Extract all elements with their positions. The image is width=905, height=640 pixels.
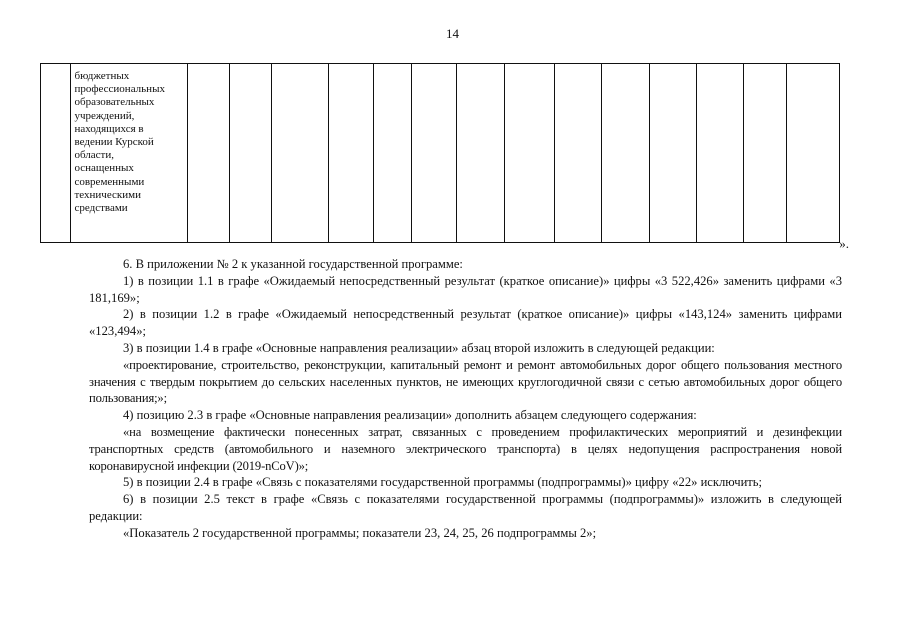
table-cell-empty: [696, 64, 743, 243]
paragraph: 6. В приложении № 2 к указанной государственной программе:: [123, 257, 463, 271]
description-line: профессиональных: [74, 83, 165, 96]
paragraph: «на возмещение фактически понесенных затрат, связанных с проведением профилактических мероприятий и дезинфекции транспортных средств (автомобильного и наземного электрического транспорта) в целях недопущения распространения новой коронавирусной инфекции (2019-nCoV)»;: [89, 424, 842, 473]
table-row: [41, 64, 840, 243]
table-cell-empty: [744, 64, 787, 243]
table-cell-description: [71, 64, 188, 243]
paragraph: 4) позицию 2.3 в графе «Основные направления реализации» дополнить абзацем следующего содержания:: [123, 408, 697, 423]
indicator-table: [40, 63, 840, 243]
description-line: современными: [74, 175, 145, 188]
table-cell-empty: [272, 64, 329, 243]
table-cell-empty: [602, 64, 649, 243]
table-cell-empty: [374, 64, 412, 243]
table-cell-empty: [649, 64, 696, 243]
paragraph: «Показатель 2 государственной программы; показатели 23, 24, 25, 26 подпрограммы 2»;: [123, 525, 597, 540]
paragraph: 6) в позиции 2.5 текст в графе «Связь с показателями государственной программы (подпрограммы)» изложить в следующей редакции:: [89, 492, 842, 523]
paragraph: 5) в позиции 2.4 в графе «Связь с показателями государственной программы (подпрограммы)» цифру «22» исключить;: [123, 475, 763, 490]
description-line: оснащенных: [74, 162, 134, 175]
description-line: средствами: [74, 202, 128, 215]
description-line: учреждений,: [74, 109, 135, 122]
paragraph: 3) в позиции 1.4 в графе «Основные направления реализации» абзац второй изложить в следующей редакции:: [123, 340, 715, 355]
table-cell-empty: [329, 64, 374, 243]
amendment-text: [89, 256, 842, 542]
page-number: 14: [446, 26, 459, 41]
closing-quote: ».: [839, 236, 849, 251]
description-line: области,: [74, 149, 115, 162]
description-line: находящихся в: [74, 122, 144, 135]
description-line: ведении Курской: [74, 136, 154, 149]
table-cell-empty: [555, 64, 602, 243]
table-fragment: [40, 63, 840, 243]
table-cell-number: [41, 64, 71, 243]
table-cell-empty: [787, 64, 840, 243]
table-cell-empty: [412, 64, 457, 243]
paragraph: «проектирование, строительство, реконструкции, капитальный ремонт и ремонт автомобильных дорог общего пользования местного значения с твердым покрытием до сельских населенных пунктов, не имеющих круглогодичной связи с сетью автомобильных дорог общего пользования;»;: [89, 357, 842, 406]
description-line: техническими: [74, 188, 141, 201]
description-line: образовательных: [74, 96, 155, 109]
paragraph: 1) в позиции 1.1 в графе «Ожидаемый непосредственный результат (краткое описание)» цифры «3 522,426» заменить цифрами «3 181,169»;: [89, 273, 842, 305]
table-cell-empty: [230, 64, 272, 243]
table-cell-empty: [188, 64, 230, 243]
table-cell-empty: [457, 64, 504, 243]
table-cell-empty: [504, 64, 554, 243]
paragraph: 2) в позиции 1.2 в графе «Ожидаемый непосредственный результат (краткое описание)» цифры «143,124» заменить цифрами «123,494»;: [89, 307, 842, 339]
description-line: бюджетных: [74, 70, 130, 82]
